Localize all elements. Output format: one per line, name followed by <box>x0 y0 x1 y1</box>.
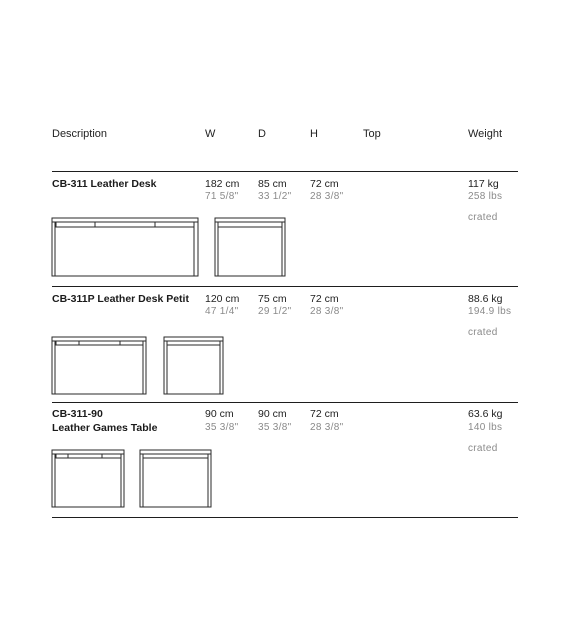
shipping-note: crated <box>468 443 498 454</box>
product-name: CB-311 Leather Desk <box>52 178 157 190</box>
depth-cm: 90 cm <box>258 408 287 420</box>
header-weight: Weight <box>468 128 503 140</box>
depth-cm: 75 cm <box>258 293 287 305</box>
weight-lbs: 258 lbs <box>468 191 503 202</box>
weight-lbs: 140 lbs <box>468 422 503 433</box>
shipping-note: crated <box>468 212 498 223</box>
weight-lbs: 194.9 lbs <box>468 306 512 317</box>
depth-in: 29 1/2" <box>258 306 292 317</box>
header-description: Description <box>52 128 108 140</box>
height-in: 28 3/8" <box>310 422 344 433</box>
depth-cm: 85 cm <box>258 178 287 190</box>
desk-front-view-icon <box>52 218 198 276</box>
weight-kg: 63.6 kg <box>468 408 503 420</box>
header-height: H <box>310 128 318 140</box>
shipping-note: crated <box>468 327 498 338</box>
product-name: CB-311P Leather Desk Petit <box>52 293 189 305</box>
width-cm: 90 cm <box>205 408 234 420</box>
desk-side-view-icon <box>164 337 223 394</box>
desk-side-view-icon <box>215 218 285 276</box>
desk-front-view-icon <box>52 450 124 507</box>
width-cm: 120 cm <box>205 293 240 305</box>
product-name: CB-311-90 <box>52 408 103 420</box>
desk-side-view-icon <box>140 450 211 507</box>
desk-front-view-icon <box>52 337 146 394</box>
height-cm: 72 cm <box>310 408 339 420</box>
weight-kg: 117 kg <box>468 178 499 190</box>
header-top: Top <box>363 128 381 140</box>
width-in: 47 1/4" <box>205 306 239 317</box>
width-in: 71 5/8" <box>205 191 239 202</box>
height-in: 28 3/8" <box>310 306 344 317</box>
height-cm: 72 cm <box>310 293 339 305</box>
height-cm: 72 cm <box>310 178 339 190</box>
width-cm: 182 cm <box>205 178 240 190</box>
header-depth: D <box>258 128 266 140</box>
weight-kg: 88.6 kg <box>468 293 503 305</box>
height-in: 28 3/8" <box>310 191 344 202</box>
width-in: 35 3/8" <box>205 422 239 433</box>
depth-in: 33 1/2" <box>258 191 292 202</box>
header-width: W <box>205 128 216 140</box>
product-name-line2: Leather Games Table <box>52 422 158 434</box>
depth-in: 35 3/8" <box>258 422 292 433</box>
